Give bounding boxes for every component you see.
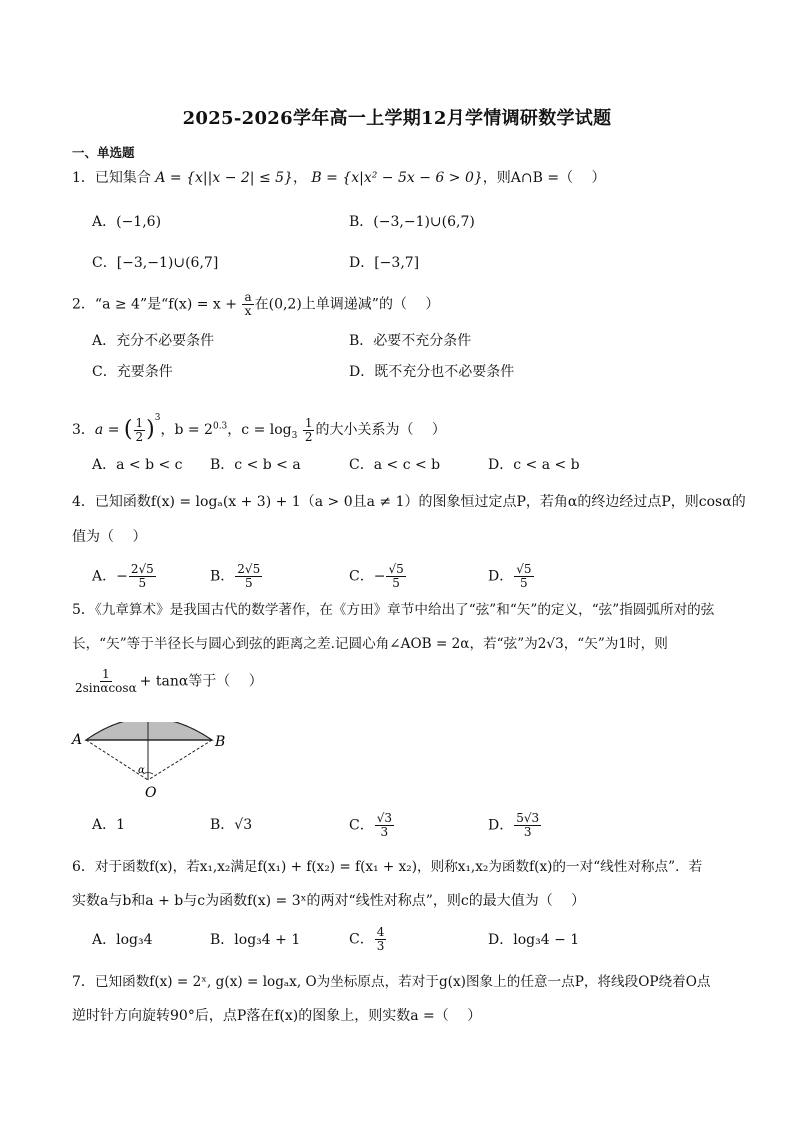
- option-label: D．: [488, 817, 514, 834]
- numerator: a: [244, 290, 252, 304]
- q4-option-c[interactable]: [349, 563, 407, 590]
- question-number: 2．: [72, 296, 95, 313]
- fraction: [235, 563, 262, 590]
- q1-option-b[interactable]: B．(−3,−1)∪(6,7): [349, 214, 475, 230]
- option-label: B．: [210, 568, 235, 585]
- denominator: 5: [392, 576, 400, 590]
- question-6: [72, 857, 702, 877]
- question-5-line-2: 长，“矢”等于半径长与圆心到弦的距离之差.记圆心角∠AOB = 2α，若“弦”为2√3，“矢”为1时，则: [72, 636, 668, 652]
- numerator: 1: [102, 667, 110, 681]
- question-number: 1．: [72, 170, 95, 186]
- exponent: 3: [154, 413, 161, 423]
- q6-option-c[interactable]: [349, 926, 387, 953]
- q4-option-a[interactable]: [92, 563, 157, 590]
- option-label: C．: [349, 568, 374, 585]
- sign: −: [116, 568, 128, 585]
- numerator: √5: [388, 562, 404, 576]
- numerator: √5: [516, 562, 532, 576]
- denominator: 5: [138, 576, 147, 590]
- denominator: 5: [520, 576, 528, 590]
- q2-option-c[interactable]: C．充要条件: [92, 364, 173, 380]
- denominator: x: [244, 304, 252, 318]
- q3-option-a[interactable]: A．a < b < c: [92, 457, 183, 473]
- numerator: 1: [135, 415, 144, 430]
- denominator: 5: [244, 576, 253, 590]
- set-b: B = {x|x² − 5x − 6 > 0}: [311, 170, 483, 186]
- fraction: [134, 417, 146, 444]
- radius-ob: [148, 740, 212, 780]
- q1-option-a[interactable]: A．(−1,6): [92, 214, 162, 230]
- q4-option-b[interactable]: [210, 563, 263, 590]
- q1-option-c[interactable]: C．[−3,−1)∪(6,7]: [92, 255, 219, 271]
- fraction: [514, 812, 541, 839]
- option-value: log₃4: [116, 932, 153, 948]
- question-tail: + tanα等于（ ）: [139, 673, 263, 690]
- q1-option-d[interactable]: D．[−3,7]: [349, 255, 420, 271]
- question-3: 3．a = ( $\frac{1}{2}$ )$^3$，$b = 2^{0.3}$，$c = \log_3$ $\frac{1}{2}$ 的大小关系为（ ）: [72, 413, 446, 444]
- question-tail: ，则A∩B =（ ）: [482, 170, 606, 186]
- q2-option-b[interactable]: B．必要不充分条件: [349, 333, 472, 349]
- question-number: 3．: [72, 422, 95, 438]
- question-6-line-2: 实数a与b和a + b与c为函数f(x) = 3ˣ的两对“线性对称点”，则c的最大值为（ ）: [72, 893, 586, 909]
- q3-option-d[interactable]: D．c < a < b: [488, 457, 580, 473]
- circular-segment: [86, 722, 212, 740]
- fraction: [129, 563, 156, 590]
- log-base: 3: [291, 430, 298, 441]
- numerator: 4: [376, 925, 385, 939]
- question-text: 已知函数f(x) = logₐ(x + 3) + 1（a > 0且a ≠ 1）的图象恒过定点P，若角α的终边经过点P，则cosα的: [94, 494, 746, 510]
- q3-option-c[interactable]: C．a < c < b: [349, 457, 441, 473]
- q2-option-a[interactable]: A．充分不必要条件: [92, 333, 215, 349]
- question-7-line-2: 逆时针方向旋转90°后，点P落在f(x)的图象上，则实数a =（ ）: [72, 1008, 482, 1024]
- question-number: 4．: [72, 494, 95, 510]
- numerator: √3: [376, 811, 392, 825]
- option-label: A．: [92, 817, 117, 833]
- q3-option-b[interactable]: B．c < b < a: [210, 457, 301, 473]
- page-title: 2025-2026学年高一上学期12月学情调研数学试题: [182, 108, 612, 129]
- q6-option-a[interactable]: [92, 930, 153, 950]
- question-text: 已知集合: [94, 170, 151, 186]
- question-4: [72, 492, 746, 512]
- fraction: [375, 926, 387, 953]
- option-label: C．: [349, 931, 374, 948]
- q6-option-b[interactable]: [210, 930, 300, 950]
- option-label: B．: [210, 932, 235, 948]
- denominator: 3: [523, 825, 532, 839]
- q6-option-d[interactable]: [488, 930, 579, 950]
- option-value: √3: [234, 817, 253, 833]
- section-heading: 一、单选题: [72, 145, 135, 160]
- option-value: 1: [116, 817, 126, 833]
- q5-option-c[interactable]: [349, 812, 395, 839]
- numerator: 5√3: [516, 811, 540, 825]
- label-o: O: [145, 785, 157, 801]
- denominator: 2: [135, 429, 144, 444]
- question-tail: 的大小关系为（ ）: [315, 422, 446, 438]
- label-b: B: [215, 734, 226, 750]
- question-number: 7．: [72, 974, 95, 990]
- q5-option-d[interactable]: [488, 812, 542, 839]
- question-text: 已知函数f(x) = 2ˣ, g(x) = logₐx, O为坐标原点，若对于g(x)图象上的任意一点P，将线段OP绕着O点: [94, 974, 711, 990]
- question-1: [72, 168, 606, 188]
- q5-option-b[interactable]: [210, 815, 252, 835]
- question-number: 5．: [72, 602, 95, 618]
- option-value: log₃4 + 1: [234, 932, 301, 948]
- numerator: 2√5: [130, 562, 154, 576]
- fraction: [375, 812, 394, 839]
- option-label: A．: [92, 568, 117, 585]
- fraction: [386, 563, 405, 590]
- diagram-svg: [70, 722, 240, 802]
- question-2: [72, 291, 439, 318]
- fraction: [514, 563, 533, 590]
- option-label: D．: [488, 568, 514, 585]
- exponent: 0.3: [212, 421, 228, 432]
- var-b: ，b = 2: [160, 422, 213, 438]
- question-5-line-3: [72, 668, 263, 695]
- fraction: [242, 291, 253, 318]
- fraction: [73, 668, 139, 695]
- question-5: [72, 600, 714, 620]
- denominator: 2: [304, 429, 313, 444]
- option-label: D．: [488, 932, 514, 948]
- question-text: “a ≥ 4”是“f(x) = x +: [94, 296, 237, 313]
- denominator: 3: [380, 825, 389, 839]
- fraction: [303, 417, 315, 444]
- q2-option-d[interactable]: D．既不充分也不必要条件: [349, 364, 515, 380]
- option-label: B．: [210, 817, 235, 833]
- q5-option-a[interactable]: [92, 815, 125, 835]
- label-a: A: [72, 732, 83, 748]
- sign: −: [373, 568, 386, 585]
- var-c: ，c = log: [227, 422, 292, 438]
- label-alpha: α: [138, 765, 145, 776]
- q4-option-d[interactable]: [488, 563, 535, 590]
- option-label: C．: [349, 817, 374, 834]
- option-value: log₃4 − 1: [513, 932, 580, 948]
- option-label: A．: [92, 932, 117, 948]
- set-a: A = {x||x − 2| ≤ 5}: [155, 170, 293, 186]
- numerator: 2√5: [237, 562, 261, 576]
- numerator: 1: [304, 415, 313, 430]
- question-number: 6．: [72, 859, 95, 875]
- question-4-line-2: 值为（ ）: [72, 529, 147, 545]
- question-text: 《九章算术》是我国古代的数学著作，在《方田》章节中给出了“弦”和“矢”的定义，“弦”指圆弧所对的弦: [94, 602, 715, 618]
- denominator: 3: [376, 939, 385, 953]
- comma: ，: [292, 170, 307, 186]
- arc-chord-diagram: [70, 722, 240, 806]
- var-a: a =: [94, 422, 120, 438]
- question-7: [72, 972, 710, 992]
- question-tail: 在(0,2)上单调递减”的（ ）: [254, 296, 440, 313]
- question-text: 对于函数f(x)，若x₁,x₂满足f(x₁) + f(x₂) = f(x₁ + x₂)，则称x₁,x₂为函数f(x)的一对“线性对称点”．若: [94, 859, 703, 875]
- denominator: 2sinαcosα: [75, 681, 137, 695]
